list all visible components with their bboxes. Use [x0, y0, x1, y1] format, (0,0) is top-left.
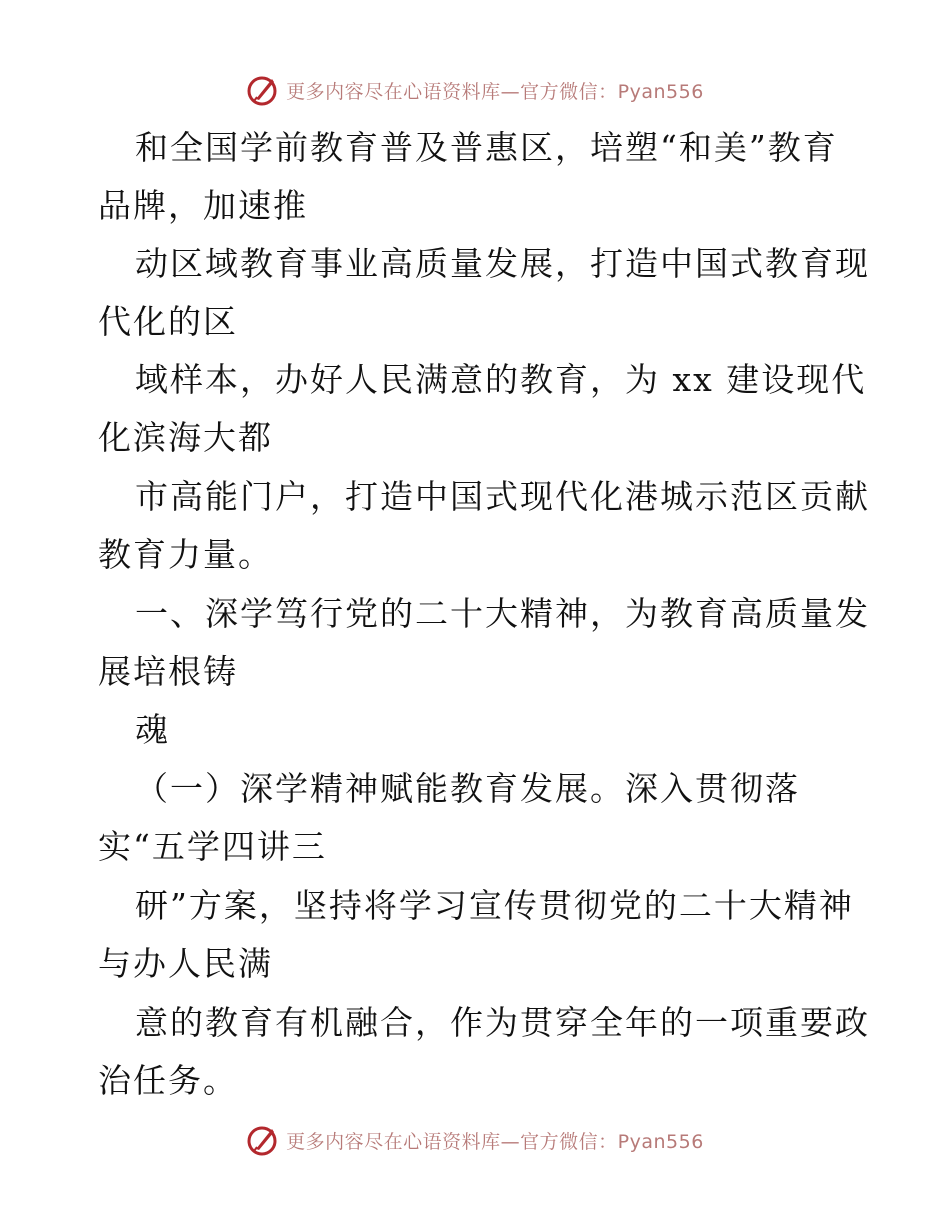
subsection-heading-line: （一）深学精神赋能教育发展。深入贯彻落	[135, 769, 800, 808]
footer-banner	[0, 1120, 950, 1160]
quill-pen-logo-icon	[246, 1123, 280, 1157]
text-line: 教育力量。	[98, 535, 273, 574]
text-line: 代化的区	[98, 302, 238, 341]
text-line: 研”方案，坚持将学习宣传贯彻党的二十大精神	[135, 886, 854, 925]
text-line: 域样本，办好人民满意的教育，为 xx 建设现代	[135, 360, 867, 399]
text-line: 意的教育有机融合，作为贯穿全年的一项重要政	[135, 1003, 870, 1042]
text-line: 化滨海大都	[98, 418, 273, 457]
text-line: 实“五学四讲三	[98, 827, 327, 866]
text-line: 与办人民满	[98, 944, 273, 983]
section-heading-line: 魂	[135, 710, 170, 749]
text-line: 动区域教育事业高质量发展，打造中国式教育现	[135, 244, 870, 283]
section-heading-line: 展培根铸	[98, 652, 238, 691]
text-line: 和全国学前教育普及普惠区，培塑“和美”教育	[135, 128, 838, 167]
text-line: 品牌，加速推	[98, 186, 308, 225]
section-heading-line: 一、深学笃行党的二十大精神，为教育高质量发	[135, 594, 870, 633]
footer-banner-text: 更多内容尽在心语资料库—官方微信：Pyan556	[286, 1130, 704, 1153]
header-banner-text: 更多内容尽在心语资料库—官方微信：Pyan556	[286, 80, 704, 103]
text-line: 市高能门户，打造中国式现代化港城示范区贡献	[135, 477, 870, 516]
text-line: 治任务。	[98, 1061, 238, 1100]
